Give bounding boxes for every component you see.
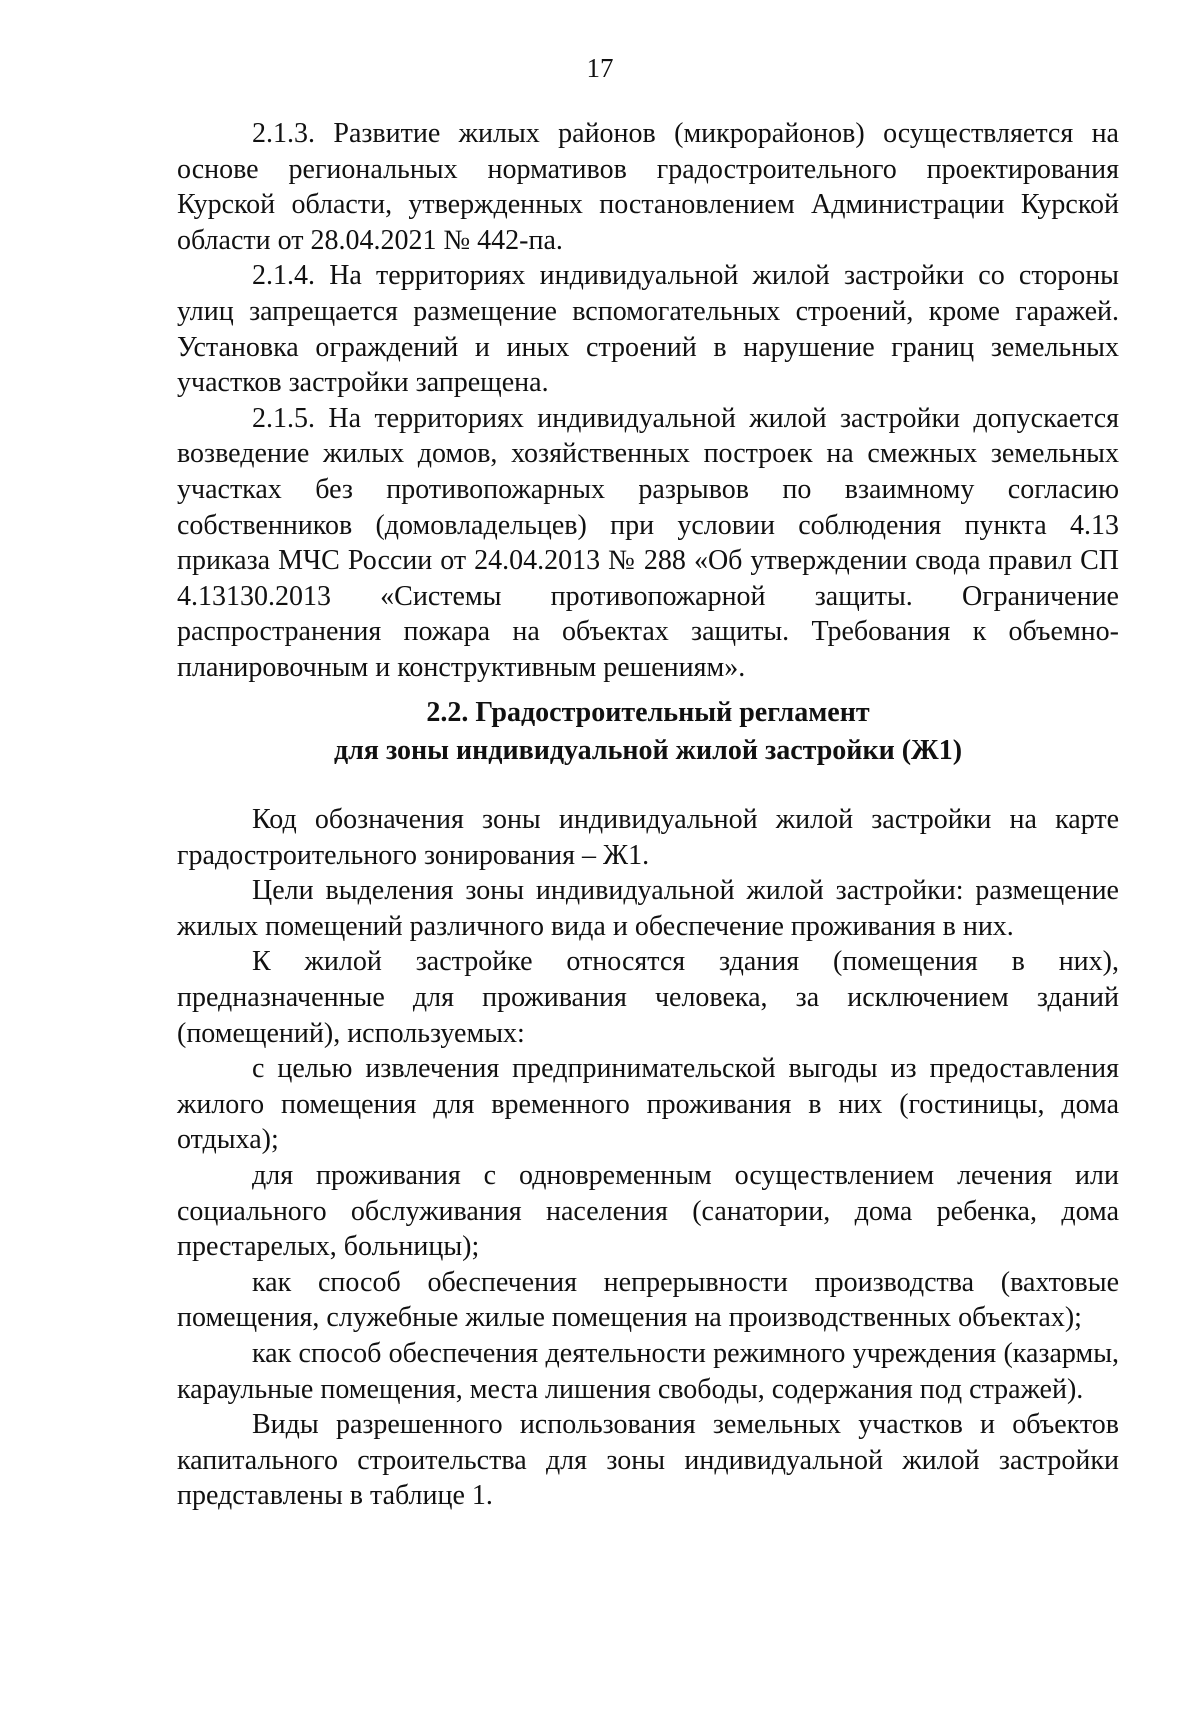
heading-line-2: для зоны индивидуальной жилой застройки (Ж1) xyxy=(333,735,963,766)
paragraph-residential-definition: К жилой застройке относятся здания (помещения в них), предназначенные для проживания человека, за исключением зданий (помещений), используемых: xyxy=(177,946,1119,1049)
heading-line-1: 2.2. Градостроительный регламент xyxy=(426,697,870,728)
section-heading xyxy=(177,694,1119,770)
section-2-1-text xyxy=(177,116,1119,686)
paragraph-2-1-3: 2.1.3. Развитие жилых районов (микрорайонов) осуществляется на основе региональных нормативов градостроительного проектирования Курской области, утвержденных постановлением Администрации Курской области от 28.04.2021 № 442-па. xyxy=(177,118,1119,256)
paragraph-zone-goals: Цели выделения зоны индивидуальной жилой застройки: размещение жилых помещений различного вида и обеспечение проживания в них. xyxy=(177,875,1119,942)
list-item-hotels: с целью извлечения предпринимательской выгоды из предоставления жилого помещения для временного проживания в них (гостиницы, дома отдыха); xyxy=(177,1053,1119,1156)
section-2-2-text xyxy=(177,802,1119,1514)
paragraph-permitted-uses: Виды разрешенного использования земельных участков и объектов капитального строительства для зоны индивидуальной жилой застройки представлены в таблице 1. xyxy=(177,1409,1119,1512)
list-item-shift-housing: как способ обеспечения непрерывности производства (вахтовые помещения, служебные жилые помещения на производственных объектах); xyxy=(177,1266,1119,1334)
page-number: 17 xyxy=(586,53,614,83)
paragraph-2-1-5: 2.1.5. На территориях индивидуальной жилой застройки допускается возведение жилых домов, хозяйственных построек на смежных земельных участках без противопожарных разрывов по взаимному согласию собственников (домовладельцев) при условии соблюдения пункта 4.13 приказа МЧС России от 24.04.2013 № 288 «Об утверждении свода правил СП 4.13130.2013 «Системы противопожарной защиты. Ограничение распространения пожара на объектах защиты. Требования к объемно-планировочным и конструктивным решениям». xyxy=(177,402,1119,683)
list-item-regime-institutions: как способ обеспечения деятельности режимного учреждения (казармы, караульные помещения, места лишения свободы, содержания под стражей). xyxy=(177,1337,1119,1405)
paragraph-2-1-4: 2.1.4. На территориях индивидуальной жилой застройки со стороны улиц запрещается размещение вспомогательных строений, кроме гаражей. Установка ограждений и иных строений в нарушение границ земельных участков застройки запрещена. xyxy=(177,260,1119,399)
list-item-sanatoriums: для проживания с одновременным осуществлением лечения или социального обслуживания населения (санатории, дома ребенка, дома престарелых, больницы); xyxy=(177,1159,1119,1263)
paragraph-zone-code: Код обозначения зоны индивидуальной жилой застройки на карте градостроительного зонирования – Ж1. xyxy=(177,804,1119,871)
